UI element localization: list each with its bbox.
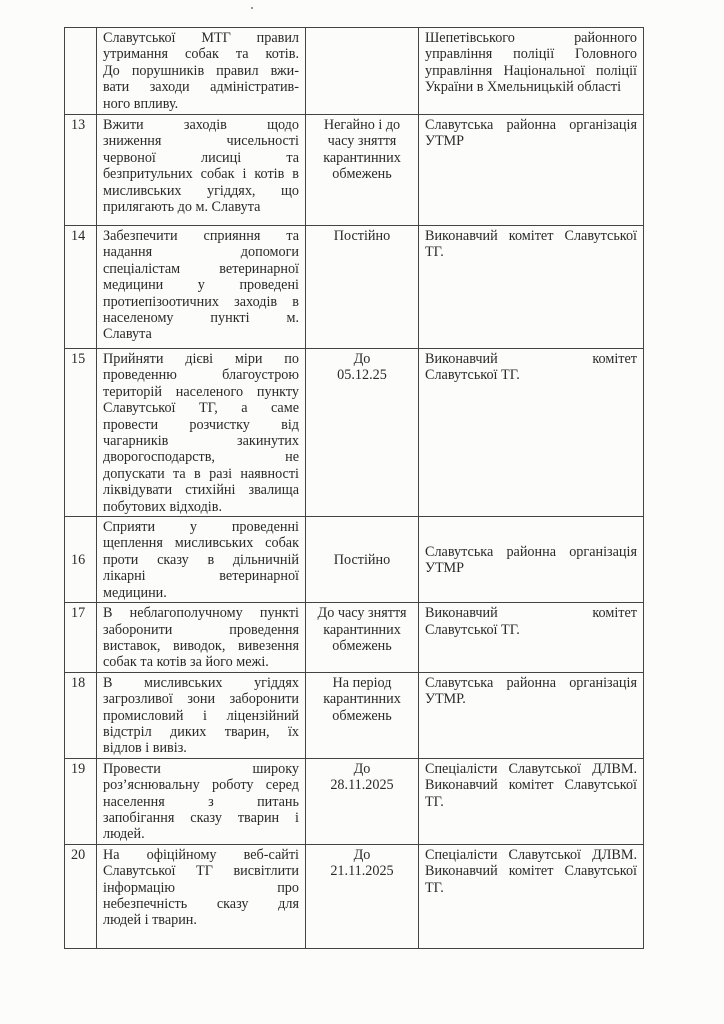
responsible-text-line: Славутської ТГ. <box>425 621 520 638</box>
row-number: 17 <box>65 603 97 673</box>
row-number: 14 <box>65 226 97 349</box>
table-row <box>65 672 644 758</box>
action-text-line: надання допомоги <box>103 244 299 261</box>
term-text-line: До <box>353 846 371 863</box>
row-number: 15 <box>65 349 97 517</box>
action-text-line: промисловий і ліцензійний <box>103 707 299 724</box>
responsible-cell <box>419 844 644 948</box>
term-cell <box>306 115 419 226</box>
term-text-line: часу зняття <box>327 133 397 150</box>
responsible-cell <box>419 28 644 115</box>
action-cell <box>97 672 306 758</box>
action-text-line: ного впливу. <box>103 95 179 112</box>
action-cell <box>97 517 306 603</box>
responsible-text-line: Шепетівського районного <box>425 30 637 46</box>
action-text-line: медицини. <box>103 584 167 601</box>
action-text-line: чагарників закинутих <box>103 433 299 450</box>
responsible-text-line: управління поліції Головного <box>425 46 637 63</box>
action-text-line: В неблагополучному пункті <box>103 605 299 622</box>
action-text-line: запобігання сказу тварин і <box>103 809 299 826</box>
action-text-line: провести розчистку від <box>103 416 299 433</box>
term-cell <box>306 758 419 844</box>
term-cell <box>306 844 419 948</box>
action-cell <box>97 115 306 226</box>
term-text-line: 28.11.2025 <box>330 777 394 794</box>
term-text-line: Негайно і до <box>323 117 401 133</box>
responsible-text-line: ТГ. <box>425 879 444 896</box>
action-text-line: виставок, виводок, вивезення <box>103 637 299 654</box>
action-text-line: дворогосподарств, не <box>103 449 299 466</box>
responsible-text-line: Славутська районна організація <box>425 674 637 691</box>
action-text-line: небезпечність сказу для <box>103 896 299 912</box>
term-text-line: обмежень <box>332 637 392 654</box>
responsible-text-line: Славутська районна організація <box>425 543 637 560</box>
responsible-text-line: Виконавчий комітет <box>425 351 637 367</box>
responsible-text-line: Виконавчий комітет Славутської <box>425 863 637 880</box>
responsible-text-line: Спеціалісти Славутської ДЛВМ. <box>425 846 637 863</box>
responsible-cell <box>419 672 644 758</box>
responsible-text-line: України в Хмельницькій області <box>425 79 622 96</box>
responsible-text-line: ТГ. <box>425 793 444 810</box>
term-text-line: До часу зняття <box>317 605 407 622</box>
action-text-line: населеному пункті м. <box>103 310 299 327</box>
action-text-line: Вжити заходів щодо <box>103 117 299 133</box>
responsible-cell <box>419 115 644 226</box>
term-text-line: До <box>353 760 371 777</box>
action-text-line: відстріл диких тварин, їх <box>103 723 299 740</box>
action-text-line: мисливських угіддях, що <box>103 182 299 199</box>
table-row <box>65 758 644 844</box>
action-cell <box>97 844 306 948</box>
action-text-line: відлов і вивіз. <box>103 740 187 757</box>
table-row <box>65 226 644 349</box>
action-text-line: зниження чисельності <box>103 133 299 150</box>
responsible-text-line: УТМР <box>425 560 465 577</box>
responsible-text-line: Виконавчий комітет Славутської <box>425 228 637 244</box>
term-cell <box>306 603 419 673</box>
action-text-line: спеціалістам ветеринарної <box>103 260 299 277</box>
table-row <box>65 349 644 517</box>
term-text-line: обмежень <box>332 166 392 183</box>
responsible-cell <box>419 603 644 673</box>
table-row <box>65 844 644 948</box>
term-text-line: Постійно <box>333 551 391 568</box>
table-row <box>65 115 644 226</box>
row-number <box>65 28 97 115</box>
row-number: 13 <box>65 115 97 226</box>
action-text-line: загрозливої зони заборонити <box>103 691 299 708</box>
action-text-line: В мисливських угіддях <box>103 674 299 691</box>
action-text-line: побутових відходів. <box>103 498 222 515</box>
action-text-line: Славутської ТГ висвітлити <box>103 863 299 880</box>
term-cell <box>306 349 419 517</box>
term-text-line: До <box>353 351 371 367</box>
term-text-line: Постійно <box>333 228 391 244</box>
term-text-line: На період <box>332 674 392 691</box>
action-text-line: інформацію про <box>103 879 299 896</box>
responsible-text-line: Виконавчий комітет <box>425 605 637 622</box>
measures-table-body <box>65 28 644 949</box>
action-text-line: безпритульних собак і котів в <box>103 166 299 183</box>
action-text-line: медицини у проведені <box>103 277 299 294</box>
term-text-line: 05.12.25 <box>337 367 387 384</box>
action-text-line: людей. <box>103 826 145 843</box>
term-cell <box>306 672 419 758</box>
action-text-line: До порушників правил вжи- <box>103 62 299 79</box>
table-row <box>65 28 644 115</box>
action-text-line: заборонити проведення <box>103 621 299 638</box>
responsible-cell <box>419 758 644 844</box>
action-text-line: Славутської МТГ правил <box>103 30 299 46</box>
action-cell <box>97 603 306 673</box>
scan-speck <box>251 7 253 9</box>
term-text-line: обмежень <box>332 707 392 724</box>
action-text-line: вати заходи адміністратив- <box>103 79 299 96</box>
term-cell <box>306 28 419 115</box>
row-number: 20 <box>65 844 97 948</box>
term-text-line: карантинних <box>323 691 401 708</box>
term-cell <box>306 226 419 349</box>
action-cell <box>97 226 306 349</box>
responsible-cell <box>419 517 644 603</box>
action-text-line: Прийняти дієві міри по <box>103 351 299 367</box>
action-text-line: Провести широку <box>103 760 299 777</box>
action-text-line: ліквідувати стихійні звалища <box>103 482 299 499</box>
action-text-line: собак та котів за його межі. <box>103 654 269 671</box>
responsible-text-line: Виконавчий комітет Славутської <box>425 777 637 794</box>
action-text-line: Славута <box>103 326 152 343</box>
table-row <box>65 517 644 603</box>
action-text-line: Забезпечити сприяння та <box>103 228 299 244</box>
action-text-line: населення з питань <box>103 793 299 810</box>
action-text-line: допускати та в разі наявності <box>103 465 299 482</box>
action-text-line: проти сказу в дільничній <box>103 551 299 568</box>
table-row <box>65 603 644 673</box>
term-text-line: карантинних <box>323 149 401 166</box>
action-text-line: територій населеного пункту <box>103 383 299 400</box>
action-text-line: щеплення мисливських собак <box>103 535 299 552</box>
responsible-text-line: Спеціалісти Славутської ДЛВМ. <box>425 760 637 777</box>
action-text-line: роз’яснювальну роботу серед <box>103 777 299 794</box>
action-text-line: утримання собак та котів. <box>103 46 299 63</box>
action-cell <box>97 349 306 517</box>
responsible-text-line: ТГ. <box>425 244 444 261</box>
action-cell <box>97 28 306 115</box>
term-text-line: 21.11.2025 <box>330 863 394 880</box>
action-text-line: проведенню благоустрою <box>103 367 299 384</box>
action-text-line: людей і тварин. <box>103 912 197 929</box>
action-text-line: червоної лисиці та <box>103 149 299 166</box>
measures-table <box>64 27 644 949</box>
responsible-text-line: Славутської ТГ. <box>425 367 520 384</box>
action-text-line: На офіційному веб-сайті <box>103 846 299 863</box>
action-text-line: Сприяти у проведенні <box>103 519 299 536</box>
responsible-text-line: Славутська районна організація <box>425 117 637 133</box>
responsible-text-line: УТМР. <box>425 691 466 708</box>
responsible-text-line: УТМР <box>425 133 465 150</box>
responsible-cell <box>419 349 644 517</box>
responsible-cell <box>419 226 644 349</box>
action-text-line: Славутської ТГ, а саме <box>103 400 299 417</box>
term-cell <box>306 517 419 603</box>
responsible-text-line: управління Національної поліції <box>425 62 637 79</box>
action-text-line: прилягають до м. Славута <box>103 199 261 216</box>
row-number: 18 <box>65 672 97 758</box>
action-cell <box>97 758 306 844</box>
action-text-line: лікарні ветеринарної <box>103 568 299 585</box>
row-number: 19 <box>65 758 97 844</box>
term-text-line: карантинних <box>323 621 401 638</box>
action-text-line: протиепізоотичних заходів в <box>103 293 299 310</box>
row-number: 16 <box>65 517 97 603</box>
